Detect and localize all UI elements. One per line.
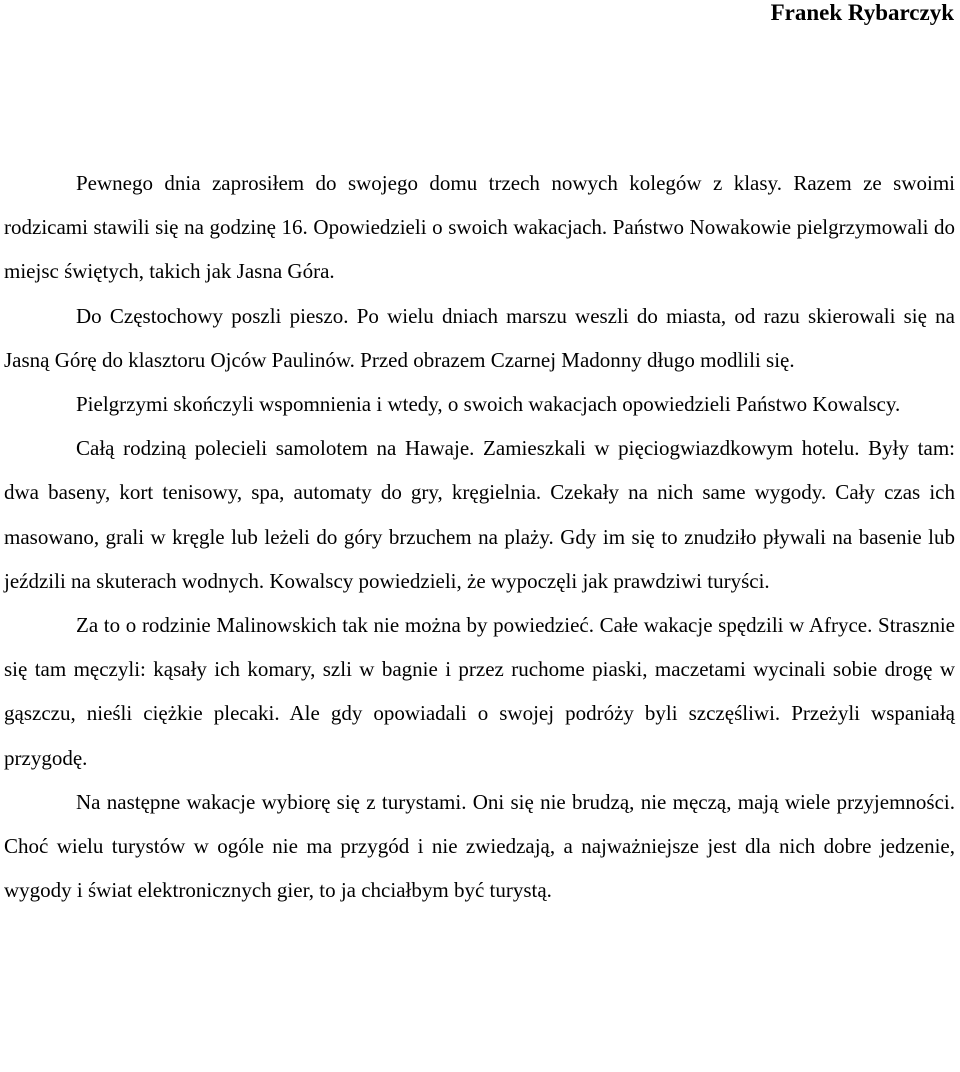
paragraph-3: Pielgrzymi skończyli wspomnienia i wtedy, o swoich wakacjach opowiedzieli Państwo Kowalscy.	[76, 392, 901, 417]
paragraph-2: Do Częstochowy poszli pieszo. Po wielu dniach marszu weszli do miasta, od razu skierowali się na Jasną Górę do klasztoru Ojców Paulinów. Przed obrazem Czarnej Madonny długo modlili się.	[4, 303, 955, 372]
paragraph-6: Na następne wakacje wybiorę się z turystami. Oni się nie brudzą, nie męczą, mają wiele przyjemności. Choć wielu turystów w ogóle nie ma przygód i nie zwiedzają, a najważniejsze jest dla nich dobre jedzenie, wygody i świat elektronicznych gier, to ja chciałbym być turystą.	[4, 789, 955, 903]
author-name: Franek Rybarczyk	[770, 0, 954, 25]
paragraph-5: Za to o rodzinie Malinowskich tak nie można by powiedzieć. Całe wakacje spędzili w Afryce. Strasznie się tam męczyli: kąsały ich komary, szli w bagnie i przez ruchome piaski, maczetami wycinali sobie drogę w gąszczu, nieśli ciężkie plecaki. Ale gdy opowiadali o swojej podróży byli szczęśliwi. Przeżyli wspaniałą przygodę.	[4, 613, 955, 770]
essay-body	[4, 161, 955, 912]
paragraph-4: Całą rodziną polecieli samolotem na Hawaje. Zamieszkali w pięciogwiazdkowym hotelu. Były tam: dwa baseny, kort tenisowy, spa, automaty do gry, kręgielnia. Czekały na nich same wygody. Cały czas ich masowano, grali w kręgle lub leżeli do góry brzuchem na plaży. Gdy im się to znudziło pływali na basenie lub jeździli na skuterach wodnych. Kowalscy powiedzieli, że wypoczęli jak prawdziwi turyści.	[4, 436, 955, 593]
paragraph-1: Pewnego dnia zaprosiłem do swojego domu trzech nowych kolegów z klasy. Razem ze swoimi rodzicami stawili się na godzinę 16. Opowiedzieli o swoich wakacjach. Państwo Nowakowie pielgrzymowali do miejsc świętych, takich jak Jasna Góra.	[4, 171, 955, 284]
